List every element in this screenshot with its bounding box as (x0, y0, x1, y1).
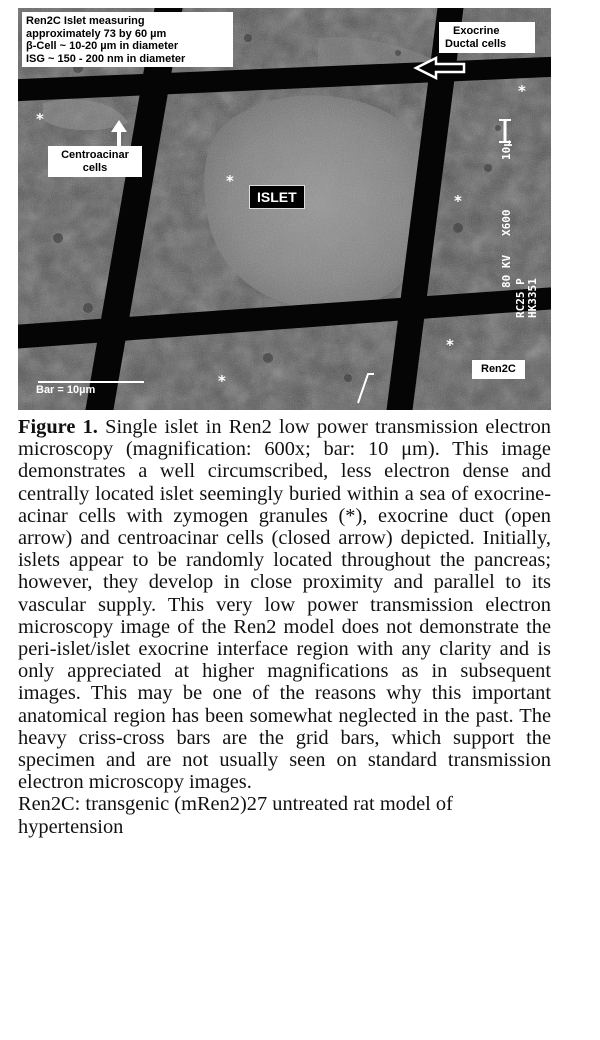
imprint-code-1: RC25 P (514, 278, 527, 318)
zymogen-marker: * (454, 192, 462, 210)
zymogen-marker: * (446, 336, 454, 354)
imprint-code-2: HK3351 (526, 278, 539, 318)
info-line-3: β-Cell ~ 10-20 µm in diameter (26, 40, 179, 52)
scale-bar-label: Bar = 10µm (36, 384, 96, 396)
centroacinar-label (48, 146, 142, 177)
caption-paragraph (18, 416, 551, 793)
centroacinar-label-line-2: cells (82, 161, 108, 174)
islet-label: ISLET (250, 186, 304, 208)
zymogen-marker: * (226, 172, 234, 190)
exocrine-label-line-1: Exocrine (453, 25, 500, 37)
centroacinar-label-line-1: Centroacinar (61, 149, 129, 161)
figure-caption (18, 416, 551, 838)
ren2c-label: Ren2C (472, 360, 525, 379)
figure-label: Figure 1. (18, 416, 98, 438)
micrograph-image (18, 8, 551, 410)
info-line-4: ISG ~ 150 - 200 nm in diameter (26, 52, 186, 65)
imprint-voltage: 80 KV (500, 254, 513, 288)
zymogen-marker: * (518, 82, 526, 100)
imprint-magnification: X600 (500, 209, 513, 236)
exocrine-label-line-2: Ductal cells (445, 37, 507, 50)
info-line-1: Ren2C Islet measuring (26, 15, 145, 27)
exocrine-ductal-label (439, 22, 535, 53)
zymogen-marker: * (218, 372, 226, 390)
microscope-imprint (494, 118, 544, 318)
info-line-2: approximately 73 by 60 µm (26, 27, 167, 40)
caption-text: Single islet in Ren2 low power transmission electron microscopy (magnification: 600x; bar: 10 μm). This image demonstrates a well circumscribed, less electron dense and centrally located islet seemingly buried within a sea of exocrine-acinar cells with zymogen granules (*), exocrine duct (open arrow) and centroacinar cells (closed arrow) depicted. Initially, islets appear to be randomly located throughout the pancreas; however, they develop in close proximity and parallel to its vascular supply. This very low power transmission electron microscopy image of the Ren2 model does not demonstrate the peri-islet/islet exocrine interface region with any clarity and is only appreciated at higher magnifications as in subsequent images. This may be one of the reasons why this important anatomical region has been somewhat neglected in the past. The heavy criss-cross bars are the grid bars, which support the specimen and are not usually seen on standard transmission electron microscopy images. (18, 416, 551, 794)
measurement-info-box (22, 12, 233, 67)
zymogen-marker: * (36, 110, 44, 128)
abbreviation-note: Ren2C: transgenic (mRen2)27 untreated rat model of hypertension (18, 793, 453, 838)
tem-micrograph (18, 8, 551, 410)
imprint-scale: 10µ (500, 140, 513, 160)
